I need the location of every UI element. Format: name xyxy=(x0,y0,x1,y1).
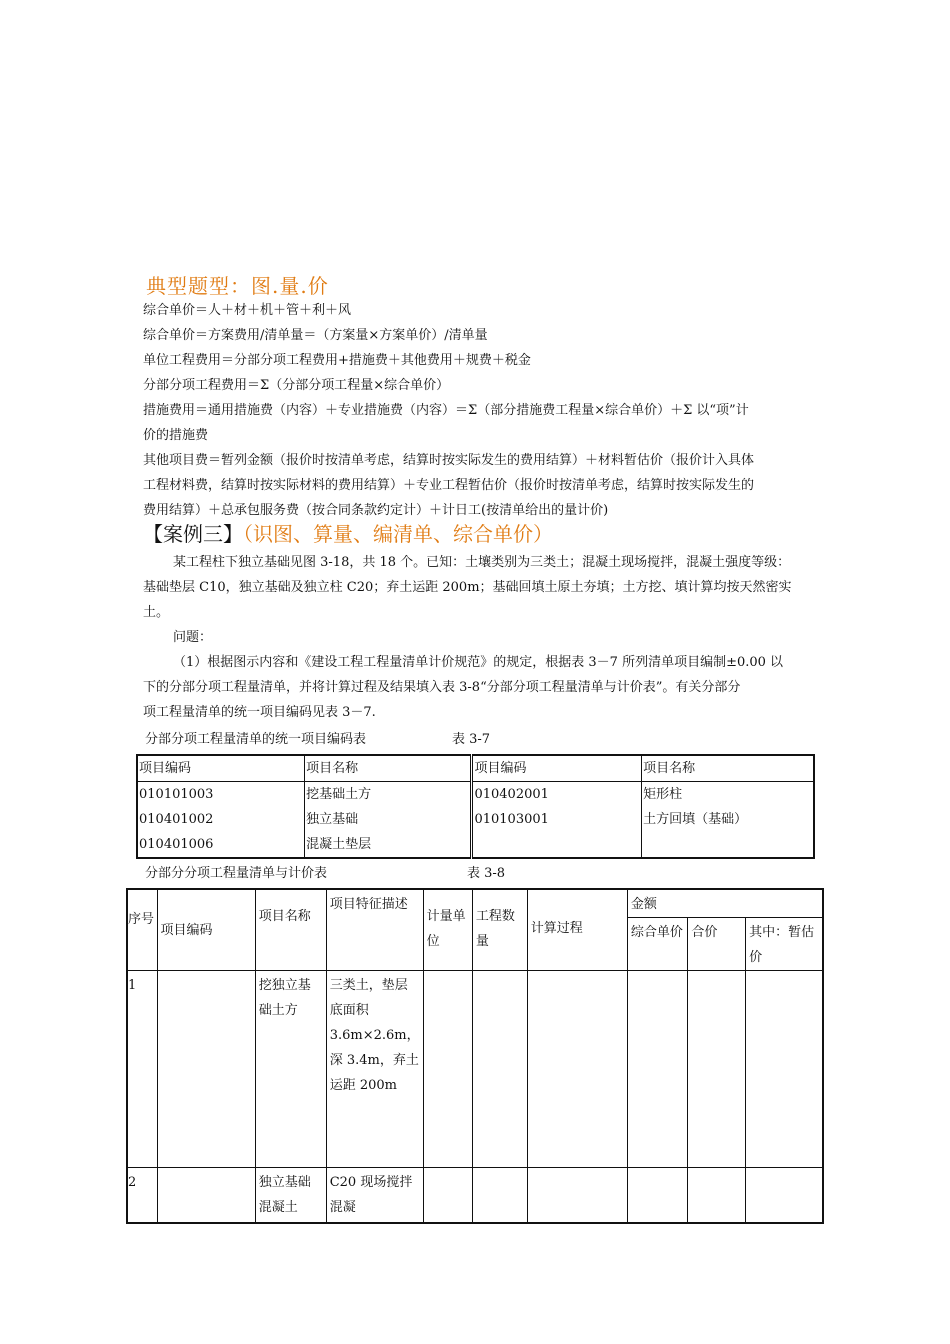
cell-name: 独立基础混凝土 xyxy=(255,1168,326,1224)
cell-name: 土方回填（基础） xyxy=(642,807,814,832)
cell-name xyxy=(642,832,814,858)
cell-qty xyxy=(472,1168,527,1224)
page-heading: 典型题型：图.量.价 xyxy=(146,274,329,298)
table-row xyxy=(137,832,814,858)
cell-name: 挖独立基础土方 xyxy=(255,971,326,1168)
table-row xyxy=(127,971,823,1168)
question-text: （1）根据图示内容和《建设工程工程量清单计价规范》的规定，根据表 3－7 所列清单项目编制±0.00 以 xyxy=(173,655,784,670)
cell-calc xyxy=(527,971,627,1168)
header-qty: 工程数量 xyxy=(472,889,527,971)
formula-line: 其他项目费＝暂列金额（报价时按清单考虑，结算时按实际发生的费用结算）＋材料暂估价（报价计入具体 xyxy=(143,453,755,468)
table-row xyxy=(137,807,814,832)
cell-code xyxy=(157,1168,255,1224)
cell-total xyxy=(688,971,746,1168)
header-calc: 计算过程 xyxy=(527,889,627,971)
table38-caption: 分部分分项工程量清单与计价表 xyxy=(145,866,328,881)
formula-line: 费用结算）＋总承包服务费（按合同条款约定计）＋计日工(按清单给出的量计价) xyxy=(143,503,609,518)
question-text: 项工程量清单的统一项目编码见表 3－7. xyxy=(143,705,376,720)
cell-unit-price xyxy=(627,1168,688,1224)
case-description: 基础垫层 C10，独立基础及独立柱 C20；弃土运距 200m；基础回填土原土夯填；土方挖、填计算均按天然密实 xyxy=(143,580,792,595)
cell-name: 独立基础 xyxy=(305,807,472,832)
cell-code: 010101003 xyxy=(139,787,214,802)
cell-calc xyxy=(527,1168,627,1224)
cell-code xyxy=(157,971,255,1168)
table37-number: 表 3-7 xyxy=(452,732,491,747)
cell-name: 挖基础土方 xyxy=(305,782,472,808)
header-code: 项目编码 xyxy=(157,889,255,971)
header-code: 项目编码 xyxy=(472,755,642,782)
header-total: 合价 xyxy=(688,918,746,971)
table-row xyxy=(127,1168,823,1224)
table-header-row xyxy=(137,755,814,782)
header-amount: 金额 xyxy=(627,889,823,918)
question-label: 问题： xyxy=(173,630,213,645)
formula-line: 分部分项工程费用＝Σ（分部分项工程量×综合单价） xyxy=(143,378,450,393)
cell-feature: C20 现场搅拌混凝 xyxy=(326,1168,423,1224)
header-name: 项目名称 xyxy=(255,889,326,971)
case-description: 某工程柱下独立基础见图 3-18，共 18 个。已知：土壤类别为三类土；混凝土现场搅拌，混凝土强度等级： xyxy=(173,555,791,570)
table-row xyxy=(137,782,814,808)
case-title-subtitle: （识图、算量、编清单、综合单价） xyxy=(243,522,553,546)
formula-line: 工程材料费，结算时按实际材料的费用结算）＋专业工程暂估价（报价时按清单考虑，结算时按实际发生的 xyxy=(143,478,755,493)
cell-provisional xyxy=(746,1168,823,1224)
formula-line: 综合单价＝人＋材＋机＋管＋利＋风 xyxy=(143,303,352,318)
table37-caption: 分部分项工程量清单的统一项目编码表 xyxy=(145,732,367,747)
case-title-bracket: 【案例三】 xyxy=(143,522,243,546)
cell-unit xyxy=(423,971,472,1168)
question-text: 下的分部分项工程量清单，并将计算过程及结果填入表 3-8“分部分项工程量清单与计价表”。有关分部分 xyxy=(143,680,741,695)
cell-code: 010401006 xyxy=(139,837,214,852)
cell-unit-price xyxy=(627,971,688,1168)
cell-qty xyxy=(472,971,527,1168)
cell-feature: 三类土，垫层底面积 3.6m×2.6m，深 3.4m，弃土运距 200m xyxy=(326,971,423,1168)
header-name: 项目名称 xyxy=(642,755,814,782)
cell-code: 010402001 xyxy=(472,782,642,808)
table38-number: 表 3-8 xyxy=(467,866,506,881)
header-provisional: 其中：暂估价 xyxy=(746,918,823,971)
formula-line: 措施费用＝通用措施费（内容）＋专业措施费（内容）＝Σ（部分措施费工程量×综合单价）＋Σ 以“项”计 xyxy=(143,403,749,418)
header-name: 项目名称 xyxy=(305,755,472,782)
cell-seq: 2 xyxy=(127,1168,157,1224)
cell-name: 混凝土垫层 xyxy=(305,832,472,858)
case-title xyxy=(143,518,553,547)
header-seq: 序号 xyxy=(127,889,157,971)
cell-total xyxy=(688,1168,746,1224)
cell-seq: 1 xyxy=(127,971,157,1168)
cell-code xyxy=(472,832,642,858)
cell-code: 010401002 xyxy=(139,812,214,827)
pricing-table xyxy=(126,888,824,1224)
case-description: 土。 xyxy=(143,605,170,620)
cell-provisional xyxy=(746,971,823,1168)
cell-code: 010103001 xyxy=(472,807,642,832)
header-feature: 项目特征描述 xyxy=(326,889,423,971)
code-table xyxy=(136,754,815,859)
table-header-row xyxy=(127,889,823,918)
formula-line: 综合单价＝方案费用/清单量＝（方案量×方案单价）/清单量 xyxy=(143,328,488,343)
header-code: 项目编码 xyxy=(137,755,305,782)
cell-name: 矩形柱 xyxy=(642,782,814,808)
cell-unit xyxy=(423,1168,472,1224)
formula-line: 单位工程费用＝分部分项工程费用+措施费＋其他费用＋规费＋税金 xyxy=(143,353,531,368)
formula-line: 价的措施费 xyxy=(143,428,209,443)
header-unit: 计量单位 xyxy=(423,889,472,971)
header-unit-price: 综合单价 xyxy=(627,918,688,971)
